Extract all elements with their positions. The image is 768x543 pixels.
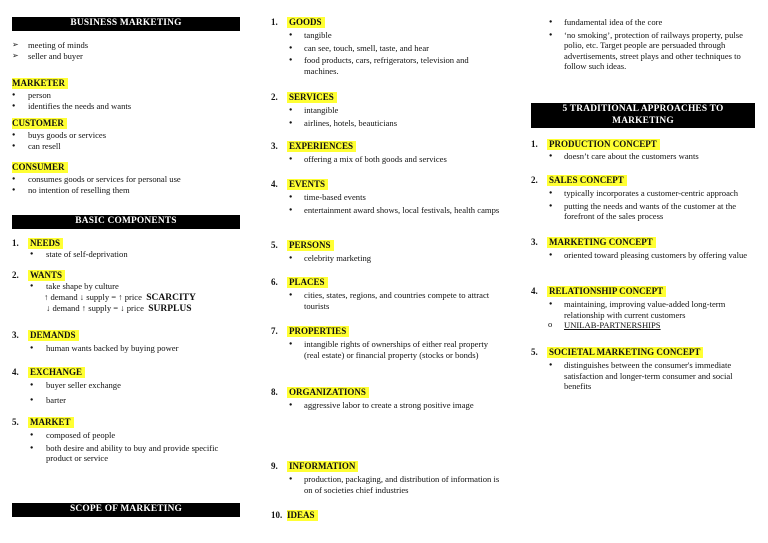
customer-label: CUSTOMER <box>12 118 67 129</box>
list-item: ● state of self-deprivation <box>12 249 240 260</box>
list-item: ● time-based events <box>271 192 501 203</box>
ideas-continued-list <box>531 17 757 72</box>
marketer-list <box>12 90 240 111</box>
places-label: PLACES <box>287 277 328 288</box>
list-item: ● can resell <box>12 141 240 152</box>
list-item: ● person <box>12 90 240 101</box>
needs-label: NEEDS <box>28 238 63 249</box>
experiences-label: EXPERIENCES <box>287 141 356 152</box>
list-item: ● doesn’t care about the customers wants <box>531 151 757 162</box>
list-item: ● identifies the needs and wants <box>12 101 240 112</box>
list-item: ● no intention of reselling them <box>12 185 240 196</box>
section-needs: 1. NEEDS ● state of self-deprivation <box>12 238 240 260</box>
events-label: EVENTS <box>287 179 328 190</box>
list-item: ● aggressive labor to create a strong positive image <box>271 400 501 411</box>
demands-label: DEMANDS <box>28 330 79 341</box>
list-item: ● typically incorporates a customer-centric approach <box>531 188 757 199</box>
list-item: ● tangible <box>271 30 501 41</box>
list-item: ● human wants backed by buying power <box>12 343 240 354</box>
societal-marketing-concept-label: SOCIETAL MARKETING CONCEPT <box>547 347 703 358</box>
marketing-concept-label: MARKETING CONCEPT <box>547 237 656 248</box>
surplus-tag: SURPLUS <box>148 304 192 315</box>
section-experiences: 3. EXPERIENCES ● offering a mix of both goods and services <box>271 141 501 165</box>
list-item: ● take shape by culture <box>12 281 240 292</box>
section-goods: 1. GOODS ● tangible ● can see, touch, smell, taste, and hear ● food products, cars, refrigerators, television and machines. <box>271 17 501 76</box>
properties-label: PROPERTIES <box>287 326 349 337</box>
list-item: ● distinguishes between the consumer's immediate satisfaction and longer-term consumer and social benefits <box>531 360 757 392</box>
list-item: ● fundamental idea of the core <box>531 17 757 28</box>
list-item: ● offering a mix of both goods and services <box>271 154 501 165</box>
section-production-concept: 1. PRODUCTION CONCEPT ● doesn’t care about the customers wants <box>531 139 757 162</box>
unilab-partnerships-item: o UNILAB-PARTNERSHIPS <box>531 320 757 331</box>
ideas-label: IDEAS <box>287 510 318 521</box>
list-item: ● food products, cars, refrigerators, television and machines. <box>271 55 501 76</box>
exchange-label: EXCHANGE <box>28 367 85 378</box>
production-concept-label: PRODUCTION CONCEPT <box>547 139 660 150</box>
section-events: 4. EVENTS ● time-based events ● entertainment award shows, local festivals, health camps <box>271 179 501 215</box>
section-properties: 7. PROPERTIES ● intangible rights of ownerships of either real property (real estate) or financial property (stocks or bonds) <box>271 326 501 360</box>
scarcity-line: ↑ demand ↓ supply = ↑ price SCARCITY <box>44 291 196 303</box>
market-label: MARKET <box>28 417 74 428</box>
section-places: 6. PLACES ● cities, states, regions, and countries compete to attract tourists <box>271 277 501 311</box>
section-marketing-concept: 3. MARKETING CONCEPT ● oriented toward pleasing customers by offering value <box>531 237 757 261</box>
list-item: ➢ seller and buyer <box>12 51 240 62</box>
list-item: ● barter <box>12 395 240 406</box>
list-item: ● airlines, hotels, beauticians <box>271 118 501 129</box>
section-market: 5. MARKET ● composed of people ● both desire and ability to buy and provide specific product or service <box>12 417 240 464</box>
relationship-concept-label: RELATIONSHIP CONCEPT <box>547 286 666 297</box>
consumer-list <box>12 174 240 195</box>
list-item: ➢ meeting of minds <box>12 40 240 51</box>
list-item: ● ‘no smoking’, protection of railways property, pulse polio, etc. Target people are persuaded through advertisements, street plays and other techniques to follow such ideas. <box>531 30 757 72</box>
list-item: ● buyer seller exchange <box>12 380 240 391</box>
list-item: ● maintaining, improving value-added long-term relationship with current customers <box>531 299 757 320</box>
section-services: 2. SERVICES ● intangible ● airlines, hotels, beauticians <box>271 92 501 128</box>
list-item: ● putting the needs and wants of the customer at the forefront of the sales process <box>531 201 757 222</box>
list-item: ● oriented toward pleasing customers by offering value <box>531 250 757 261</box>
list-item: ● intangible rights of ownerships of either real property (real estate) or financial property (stocks or bonds) <box>271 339 501 360</box>
section-wants: 2. WANTS ● take shape by culture ↑ demand ↓ supply = ↑ price SCARCITY ↓ demand ↑ supply = ↓ price SURPLUS <box>12 270 240 315</box>
section-information: 9. INFORMATION ● production, packaging, and distribution of information is on of societies chief industries <box>271 461 501 495</box>
list-item: ● intangible <box>271 105 501 116</box>
basic-components-header: BASIC COMPONENTS <box>12 215 240 229</box>
section-exchange: 4. EXCHANGE ● buyer seller exchange ● barter <box>12 367 240 405</box>
marketer-label: MARKETER <box>12 78 68 89</box>
information-label: INFORMATION <box>287 461 358 472</box>
section-sales-concept: 2. SALES CONCEPT ● typically incorporates a customer-centric approach ● putting the needs and wants of the customer at the forefront of the sales process <box>531 175 757 222</box>
organizations-label: ORGANIZATIONS <box>287 387 369 398</box>
list-item: ● can see, touch, smell, taste, and hear <box>271 43 501 54</box>
list-item: ● production, packaging, and distribution of information is on of societies chief industries <box>271 474 501 495</box>
list-item: ● composed of people <box>12 430 240 441</box>
business-marketing-list <box>12 40 240 61</box>
traditional-approaches-header: 5 TRADITIONAL APPROACHES TO MARKETING <box>531 103 755 128</box>
list-item: ● entertainment award shows, local festivals, health camps <box>271 205 501 216</box>
goods-label: GOODS <box>287 17 325 28</box>
list-item: ● cities, states, regions, and countries compete to attract tourists <box>271 290 501 311</box>
section-organizations: 8. ORGANIZATIONS ● aggressive labor to create a strong positive image <box>271 387 501 411</box>
surplus-line: ↓ demand ↑ supply = ↓ price SURPLUS <box>46 303 192 315</box>
section-relationship-concept: 4. RELATIONSHIP CONCEPT ● maintaining, improving value-added long-term relationship with current customers o UNILAB-PARTNERSHIPS <box>531 286 757 331</box>
business-marketing-header: BUSINESS MARKETING <box>12 17 240 31</box>
wants-label: WANTS <box>28 270 65 281</box>
list-item: ● celebrity marketing <box>271 253 501 264</box>
section-persons: 5. PERSONS ● celebrity marketing <box>271 240 501 264</box>
sales-concept-label: SALES CONCEPT <box>547 175 627 186</box>
customer-list <box>12 130 240 151</box>
section-ideas: 10. IDEAS <box>271 510 501 521</box>
list-item: ● buys goods or services <box>12 130 240 141</box>
list-item: ● consumes goods or services for personal use <box>12 174 240 185</box>
services-label: SERVICES <box>287 92 337 103</box>
list-item: ● both desire and ability to buy and provide specific product or service <box>12 443 240 464</box>
persons-label: PERSONS <box>287 240 334 251</box>
section-demands: 3. DEMANDS ● human wants backed by buying power <box>12 330 240 354</box>
scarcity-tag: SCARCITY <box>146 292 196 303</box>
section-societal-marketing-concept: 5. SOCIETAL MARKETING CONCEPT ● distinguishes between the consumer's immediate satisfaction and longer-term consumer and social benefits <box>531 347 757 392</box>
scope-of-marketing-header: SCOPE OF MARKETING <box>12 503 240 517</box>
consumer-label: CONSUMER <box>12 162 68 173</box>
